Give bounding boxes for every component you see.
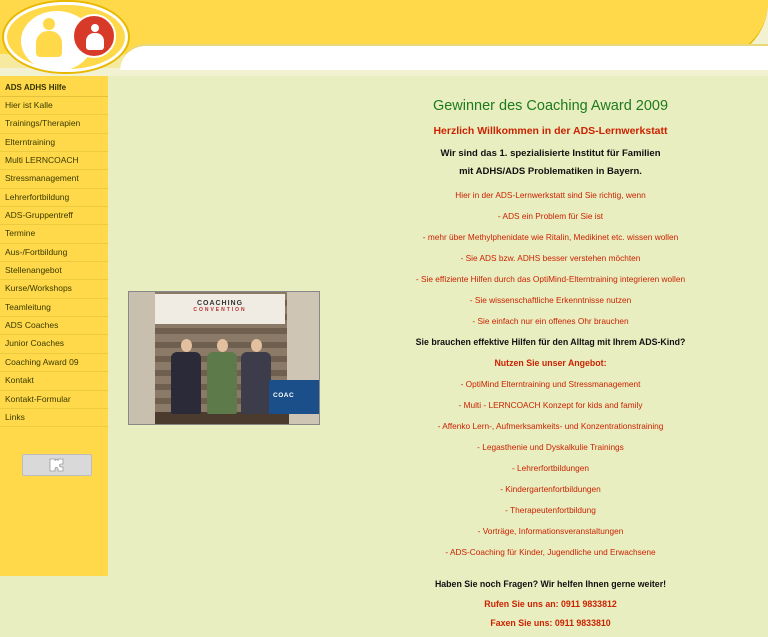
reason-item: - Sie einfach nur ein offenes Ohr brauchen bbox=[472, 316, 629, 327]
sidebar-item-kurse-workshops[interactable]: Kurse/Workshops bbox=[0, 280, 108, 298]
sidebar-item-links[interactable]: Links bbox=[0, 409, 108, 427]
coaching-convention-photo bbox=[128, 291, 320, 425]
offer-item: - ADS-Coaching für Kinder, Jugendliche und Erwachsene bbox=[445, 547, 656, 558]
photo-booth-text: COAC bbox=[273, 392, 295, 399]
questions-line: Haben Sie noch Fragen? Wir helfen Ihnen gerne weiter! bbox=[434, 579, 667, 590]
sidebar-item-termine[interactable]: Termine bbox=[0, 225, 108, 243]
main-content bbox=[108, 76, 768, 629]
welcome-heading: Herzlich Willkommen in der ADS-Lernwerkstatt bbox=[433, 125, 668, 138]
photo-wall-left bbox=[129, 292, 155, 425]
sidebar-item-kontakt-formular[interactable]: Kontakt-Formular bbox=[0, 391, 108, 409]
reason-item: - Sie effiziente Hilfen durch das OptiMind-Elterntraining integrieren wollen bbox=[415, 274, 686, 285]
sidebar-item-multi-lerncoach[interactable]: Multi LERNCOACH bbox=[0, 152, 108, 170]
sidebar-item-trainings-therapien[interactable]: Trainings/Therapien bbox=[0, 115, 108, 133]
offer-item: - Affenko Lern-, Aufmerksamkeits- und Konzentrationstraining bbox=[437, 421, 664, 432]
sidebar-title: ADS ADHS Hilfe bbox=[0, 76, 108, 97]
photo-banner-line1: COACHING bbox=[196, 300, 244, 307]
photo-person-center bbox=[207, 339, 237, 414]
photo-person-right bbox=[241, 339, 271, 414]
help-question: Sie brauchen effektive Hilfen für den Alltag mit Ihrem ADS-Kind? bbox=[415, 337, 686, 348]
offer-heading: Nutzen Sie unser Angebot: bbox=[494, 358, 607, 369]
sidebar-item-ads-coaches[interactable]: ADS Coaches bbox=[0, 317, 108, 335]
sidebar-item-stellenangebot[interactable]: Stellenangebot bbox=[0, 262, 108, 280]
sidebar-item-junior-coaches[interactable]: Junior Coaches bbox=[0, 335, 108, 353]
site-header bbox=[0, 0, 768, 76]
reason-item: - Sie ADS bzw. ADHS besser verstehen möchten bbox=[460, 253, 641, 264]
offer-item: - Legasthenie und Dyskalkulie Trainings bbox=[477, 442, 624, 453]
intro-text: Hier in der ADS-Lernwerkstatt sind Sie richtig, wenn bbox=[455, 190, 646, 201]
subtitle-line-2: mit ADHS/ADS Problematiken in Bayern. bbox=[459, 166, 642, 178]
offer-item: - Vorträge, Informationsveranstaltungen bbox=[477, 526, 624, 537]
photo-banner-line2: CONVENTION bbox=[193, 307, 247, 313]
content-text-column bbox=[343, 98, 758, 637]
sidebar-item-elterntraining[interactable]: Elterntraining bbox=[0, 134, 108, 152]
offer-item: - Therapeutenfortbildung bbox=[505, 505, 596, 516]
subtitle-line-1: Wir sind das 1. spezialisierte Institut für Familien bbox=[440, 148, 661, 160]
sidebar-item-aus-fortbildung[interactable]: Aus-/Fortbildung bbox=[0, 244, 108, 262]
phone-line: Rufen Sie uns an: 0911 9833812 bbox=[484, 599, 617, 610]
sidebar-item-coaching-award-09[interactable]: Coaching Award 09 bbox=[0, 354, 108, 372]
puzzle-icon bbox=[49, 458, 65, 472]
logo-child-figure-icon bbox=[34, 18, 64, 58]
reason-item: - Sie wissenschaftliche Erkenntnisse nutzen bbox=[469, 295, 632, 306]
photo-banner bbox=[155, 294, 285, 324]
award-heading: Gewinner des Coaching Award 2009 bbox=[432, 98, 669, 114]
sidebar-navigation bbox=[0, 76, 108, 576]
sidebar-item-lehrerfortbildung[interactable]: Lehrerfortbildung bbox=[0, 189, 108, 207]
logo-second-child-figure-icon bbox=[86, 24, 104, 50]
fax-line: Faxen Sie uns: 0911 9833810 bbox=[490, 618, 611, 629]
header-white-swoosh bbox=[120, 44, 768, 70]
offer-item: - Lehrerfortbildungen bbox=[511, 463, 590, 474]
offer-item: - OptiMind Elterntraining und Stressmanagement bbox=[460, 379, 641, 390]
sidebar-item-ads-gruppentreff[interactable]: ADS-Gruppentreff bbox=[0, 207, 108, 225]
sidebar-puzzle-button[interactable] bbox=[22, 454, 92, 476]
sidebar-item-teamleitung[interactable]: Teamleitung bbox=[0, 299, 108, 317]
offer-item: - Multi - LERNCOACH Konzept for kids and family bbox=[458, 400, 643, 411]
offer-item: - Kindergartenfortbildungen bbox=[500, 484, 601, 495]
sidebar-item-stressmanagement[interactable]: Stressmanagement bbox=[0, 170, 108, 188]
reason-item: - mehr über Methylphenidate wie Ritalin, Medikinet etc. wissen wollen bbox=[422, 232, 679, 243]
sidebar-item-hier-ist-kalle[interactable]: Hier ist Kalle bbox=[0, 97, 108, 115]
reason-item: - ADS ein Problem für Sie ist bbox=[497, 211, 604, 222]
sidebar-item-kontakt[interactable]: Kontakt bbox=[0, 372, 108, 390]
photo-person-left bbox=[171, 339, 201, 414]
